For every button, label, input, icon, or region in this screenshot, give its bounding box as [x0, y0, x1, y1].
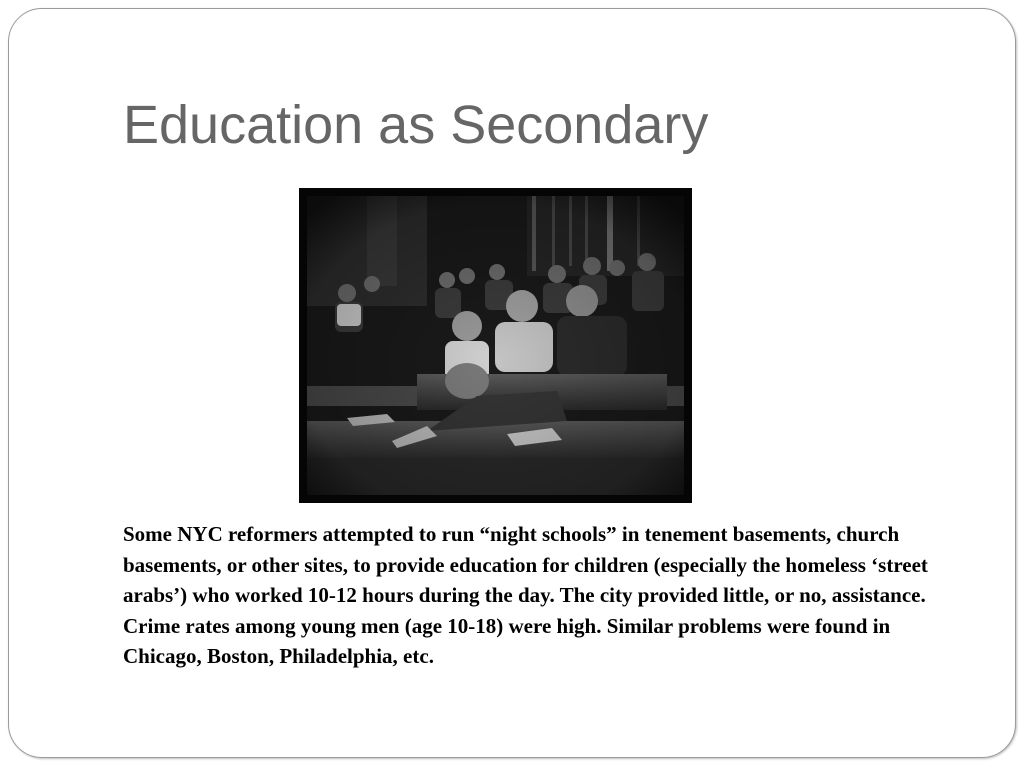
classroom-photo-icon — [307, 196, 684, 495]
photo-frame — [299, 188, 692, 503]
body-text: Some NYC reformers attempted to run “night schools” in tenement basements, church basements, or other sites, to provide education for children (especially the homeless ‘street arabs’) who worked 10-12 hours during the day. The city provided little, or no, assistance. Crime rates among young men (age 10-18) were high. Similar problems were found in Chicago, Boston, Philadelphia, etc. — [123, 522, 928, 669]
slide — [8, 8, 1016, 758]
slide-title: Education as Secondary — [123, 95, 709, 155]
